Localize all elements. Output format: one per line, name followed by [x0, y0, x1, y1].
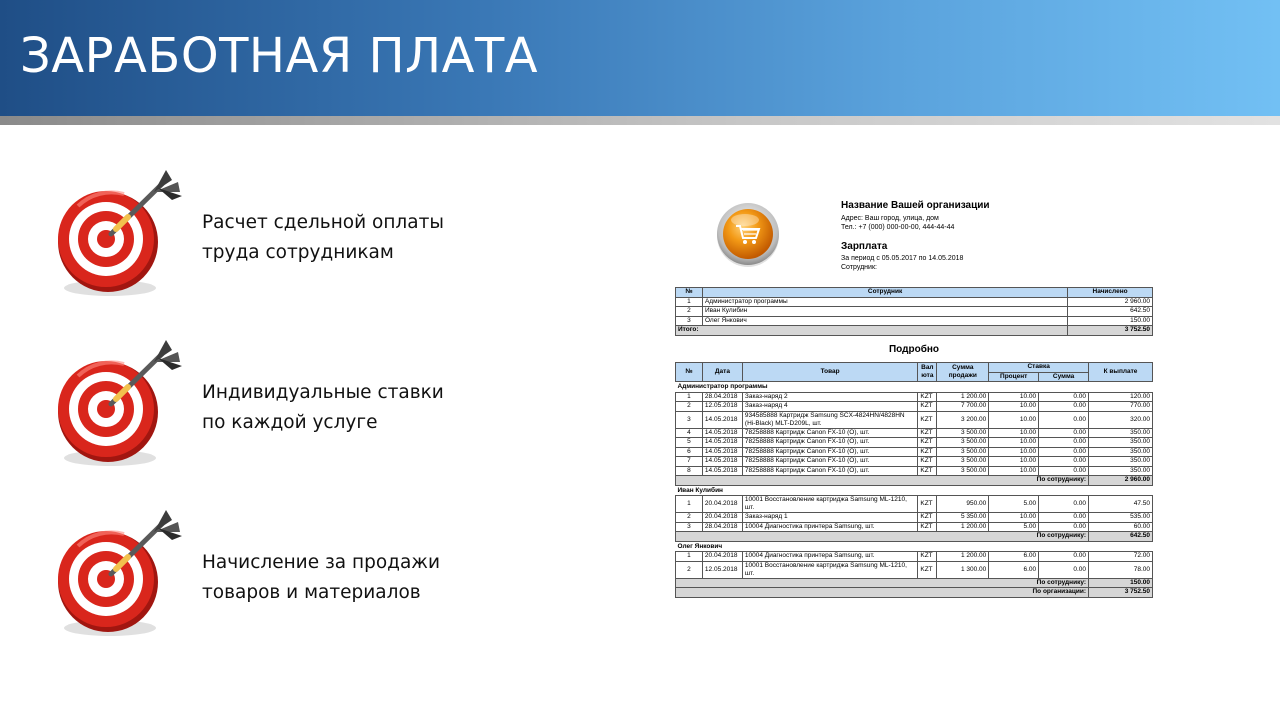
cell-product: 78258888 Картридж Canon FX-10 (O), шт. — [742, 447, 917, 457]
table-row — [676, 466, 1153, 476]
title-banner — [0, 0, 1280, 116]
org-phone: Тел.: +7 (000) 000-00-00, 444-44-44 — [841, 224, 955, 231]
cell-product: Заказ-наряд 1 — [742, 513, 917, 523]
cell-percent: 10.00 — [989, 428, 1039, 438]
table-row — [676, 438, 1153, 448]
group-header-row — [676, 485, 1153, 496]
cell-payout: 350.00 — [1089, 438, 1153, 448]
cell-num: 6 — [676, 447, 703, 457]
cell-currency: KZT — [918, 513, 937, 523]
subtotal-label: По сотруднику: — [676, 578, 1089, 588]
cell-num: 4 — [676, 428, 703, 438]
cell-sum: 0.00 — [1039, 552, 1089, 562]
cell-sum: 0.00 — [1039, 447, 1089, 457]
cell-product: 78258888 Картридж Canon FX-10 (O), шт. — [742, 438, 917, 448]
cell-percent: 10.00 — [989, 438, 1039, 448]
cell-payout: 78.00 — [1089, 561, 1153, 578]
cell-product: 10004 Диагностика принтера Samsung, шт. — [742, 552, 917, 562]
cell-payout: 320.00 — [1089, 411, 1153, 428]
table-row — [676, 561, 1153, 578]
cell-amount: 150.00 — [1068, 316, 1153, 326]
cell-employee: Иван Кулибин — [702, 307, 1067, 317]
feature-line: Расчет сдельной оплаты — [202, 212, 444, 233]
cell-employee: Администратор программы — [702, 297, 1067, 307]
cell-payout: 535.00 — [1089, 513, 1153, 523]
detail-table — [675, 362, 1153, 598]
cell-currency: KZT — [918, 561, 937, 578]
feature-item — [54, 506, 614, 646]
feature-item — [54, 336, 614, 476]
cell-num: 3 — [676, 316, 703, 326]
detail-header-row — [676, 363, 1153, 373]
cell-sum: 0.00 — [1039, 411, 1089, 428]
cell-date: 14.05.2018 — [702, 438, 742, 448]
cell-sales: 3 500.00 — [937, 447, 989, 457]
col-sum: Сумма — [1039, 372, 1089, 382]
table-row — [676, 496, 1153, 513]
cell-date: 14.05.2018 — [702, 411, 742, 428]
cell-percent: 5.00 — [989, 522, 1039, 532]
cell-date: 12.05.2018 — [702, 561, 742, 578]
cell-percent: 10.00 — [989, 457, 1039, 467]
cell-payout: 47.50 — [1089, 496, 1153, 513]
cell-percent: 6.00 — [989, 552, 1039, 562]
subtotal-row — [676, 476, 1153, 486]
subtotal-value: 150.00 — [1089, 578, 1153, 588]
cell-amount: 642.50 — [1068, 307, 1153, 317]
cell-sum: 0.00 — [1039, 392, 1089, 402]
table-row — [676, 297, 1153, 307]
cell-payout: 60.00 — [1089, 522, 1153, 532]
cell-sales: 1 200.00 — [937, 552, 989, 562]
summary-total-row — [676, 326, 1153, 336]
cell-sales: 7 700.00 — [937, 402, 989, 412]
table-row — [676, 513, 1153, 523]
table-row — [676, 457, 1153, 467]
cell-payout: 770.00 — [1089, 402, 1153, 412]
feature-text — [202, 378, 522, 438]
col-num: № — [676, 288, 703, 298]
org-total-value: 3 752.50 — [1089, 588, 1153, 598]
cell-currency: KZT — [918, 402, 937, 412]
cell-payout: 350.00 — [1089, 447, 1153, 457]
cell-currency: KZT — [918, 428, 937, 438]
cell-date: 14.05.2018 — [702, 428, 742, 438]
cell-percent: 10.00 — [989, 513, 1039, 523]
cell-sum: 0.00 — [1039, 522, 1089, 532]
cell-sales: 3 500.00 — [937, 438, 989, 448]
feature-line: Начисление за продажи — [202, 552, 440, 573]
cell-currency: KZT — [918, 392, 937, 402]
col-currency: Вал юта — [918, 363, 937, 382]
cell-currency: KZT — [918, 466, 937, 476]
cell-sum: 0.00 — [1039, 402, 1089, 412]
group-header-row — [676, 382, 1153, 393]
col-sales: Сумма продажи — [937, 363, 989, 382]
group-name: Иван Кулибин — [676, 485, 1153, 496]
org-name: Название Вашей организации — [841, 200, 990, 211]
cell-num: 1 — [676, 552, 703, 562]
cell-num: 3 — [676, 411, 703, 428]
cell-date: 14.05.2018 — [702, 457, 742, 467]
cell-percent: 10.00 — [989, 411, 1039, 428]
cell-date: 14.05.2018 — [702, 466, 742, 476]
cell-product: 78258888 Картридж Canon FX-10 (O), шт. — [742, 466, 917, 476]
cell-percent: 10.00 — [989, 392, 1039, 402]
feature-line: Индивидуальные ставки — [202, 382, 444, 403]
cell-product: 78258888 Картридж Canon FX-10 (O), шт. — [742, 457, 917, 467]
cell-currency: KZT — [918, 552, 937, 562]
cell-sales: 1 200.00 — [937, 392, 989, 402]
summary-table — [675, 287, 1153, 336]
cell-sum: 0.00 — [1039, 438, 1089, 448]
cell-date: 20.04.2018 — [702, 496, 742, 513]
col-date: Дата — [702, 363, 742, 382]
cell-num: 5 — [676, 438, 703, 448]
org-total-label: По организации: — [676, 588, 1089, 598]
cell-sum: 0.00 — [1039, 496, 1089, 513]
cell-num: 2 — [676, 402, 703, 412]
cell-sum: 0.00 — [1039, 428, 1089, 438]
cell-percent: 6.00 — [989, 561, 1039, 578]
group-header-row — [676, 541, 1153, 552]
table-row — [676, 552, 1153, 562]
cell-date: 28.04.2018 — [702, 522, 742, 532]
subtotal-value: 642.50 — [1089, 532, 1153, 542]
cell-num: 2 — [676, 307, 703, 317]
cell-num: 7 — [676, 457, 703, 467]
cell-payout: 72.00 — [1089, 552, 1153, 562]
employee-label: Сотрудник: — [841, 264, 877, 271]
cell-sales: 3 500.00 — [937, 457, 989, 467]
cell-currency: KZT — [918, 496, 937, 513]
col-percent: Процент — [989, 372, 1039, 382]
cell-num: 3 — [676, 522, 703, 532]
cell-currency: KZT — [918, 522, 937, 532]
feature-text — [202, 548, 522, 608]
cell-num: 1 — [676, 392, 703, 402]
cell-percent: 5.00 — [989, 496, 1039, 513]
target-dart-icon — [54, 506, 194, 646]
group-name: Администратор программы — [676, 382, 1153, 393]
cell-payout: 350.00 — [1089, 428, 1153, 438]
cell-num: 2 — [676, 513, 703, 523]
cell-date: 12.05.2018 — [702, 402, 742, 412]
cell-employee: Олег Янкович — [702, 316, 1067, 326]
shopping-cart-logo-icon — [715, 202, 781, 268]
cell-product: 10001 Восстановление картриджа Samsung ML-1210, шт. — [742, 561, 917, 578]
cell-payout: 350.00 — [1089, 457, 1153, 467]
cell-percent: 10.00 — [989, 447, 1039, 457]
cell-sales: 5 350.00 — [937, 513, 989, 523]
summary-header-row — [676, 288, 1153, 298]
target-dart-icon — [54, 336, 194, 476]
subtotal-row — [676, 578, 1153, 588]
feature-item — [54, 166, 614, 306]
cell-currency: KZT — [918, 447, 937, 457]
table-row — [676, 447, 1153, 457]
cell-sales: 3 200.00 — [937, 411, 989, 428]
document-title: Зарплата — [841, 241, 888, 252]
cell-num: 1 — [676, 496, 703, 513]
cell-num: 2 — [676, 561, 703, 578]
col-employee: Сотрудник — [702, 288, 1067, 298]
cell-currency: KZT — [918, 438, 937, 448]
cell-date: 20.04.2018 — [702, 513, 742, 523]
cell-product: Заказ-наряд 2 — [742, 392, 917, 402]
cell-percent: 10.00 — [989, 402, 1039, 412]
cell-date: 20.04.2018 — [702, 552, 742, 562]
org-total-row — [676, 588, 1153, 598]
org-address: Адрес: Ваш город, улица, дом — [841, 215, 939, 222]
cell-date: 28.04.2018 — [702, 392, 742, 402]
col-rate: Ставка — [989, 363, 1089, 373]
cell-date: 14.05.2018 — [702, 447, 742, 457]
table-row — [676, 522, 1153, 532]
cell-amount: 2 960.00 — [1068, 297, 1153, 307]
cell-percent: 10.00 — [989, 466, 1039, 476]
feature-line: товаров и материалов — [202, 582, 421, 603]
feature-line: по каждой услуге — [202, 412, 378, 433]
cell-num: 8 — [676, 466, 703, 476]
cell-sum: 0.00 — [1039, 457, 1089, 467]
cell-product: 10004 Диагностика принтера Samsung, шт. — [742, 522, 917, 532]
col-product: Товар — [742, 363, 917, 382]
cell-product: 934585888 Картридж Samsung SCX-4824HN/4828HN (Hi-Black) MLT-D209L, шт. — [742, 411, 917, 428]
col-num: № — [676, 363, 703, 382]
table-row — [676, 402, 1153, 412]
cell-product: 78258888 Картридж Canon FX-10 (O), шт. — [742, 428, 917, 438]
cell-sales: 3 500.00 — [937, 466, 989, 476]
cell-payout: 120.00 — [1089, 392, 1153, 402]
table-row — [676, 428, 1153, 438]
feature-line: труда сотрудникам — [202, 242, 394, 263]
cell-sales: 3 500.00 — [937, 428, 989, 438]
page-title: ЗАРАБОТНАЯ ПЛАТА — [20, 28, 539, 84]
subtotal-row — [676, 532, 1153, 542]
subtotal-label: По сотруднику: — [676, 532, 1089, 542]
subtotal-label: По сотруднику: — [676, 476, 1089, 486]
subtotal-value: 2 960.00 — [1089, 476, 1153, 486]
cell-sum: 0.00 — [1039, 561, 1089, 578]
table-row — [676, 307, 1153, 317]
detail-title: Подробно — [888, 344, 940, 355]
table-row — [676, 392, 1153, 402]
total-label: Итого: — [676, 326, 1068, 336]
cell-product: Заказ-наряд 4 — [742, 402, 917, 412]
table-row — [676, 316, 1153, 326]
cell-product: 10001 Восстановление картриджа Samsung ML-1210, шт. — [742, 496, 917, 513]
group-name: Олег Янкович — [676, 541, 1153, 552]
cell-payout: 350.00 — [1089, 466, 1153, 476]
cell-num: 1 — [676, 297, 703, 307]
cell-sales: 1 300.00 — [937, 561, 989, 578]
cell-sum: 0.00 — [1039, 466, 1089, 476]
header-divider — [0, 116, 1280, 125]
cell-sum: 0.00 — [1039, 513, 1089, 523]
target-dart-icon — [54, 166, 194, 306]
cell-sales: 1 200.00 — [937, 522, 989, 532]
feature-text — [202, 208, 522, 268]
col-accrued: Начислено — [1068, 288, 1153, 298]
total-value: 3 752.50 — [1068, 326, 1153, 336]
cell-sales: 950.00 — [937, 496, 989, 513]
report-period: За период с 05.05.2017 по 14.05.2018 — [841, 255, 964, 262]
cell-currency: KZT — [918, 411, 937, 428]
cell-currency: KZT — [918, 457, 937, 467]
col-payout: К выплате — [1089, 363, 1153, 382]
table-row — [676, 411, 1153, 428]
org-info — [841, 200, 990, 272]
